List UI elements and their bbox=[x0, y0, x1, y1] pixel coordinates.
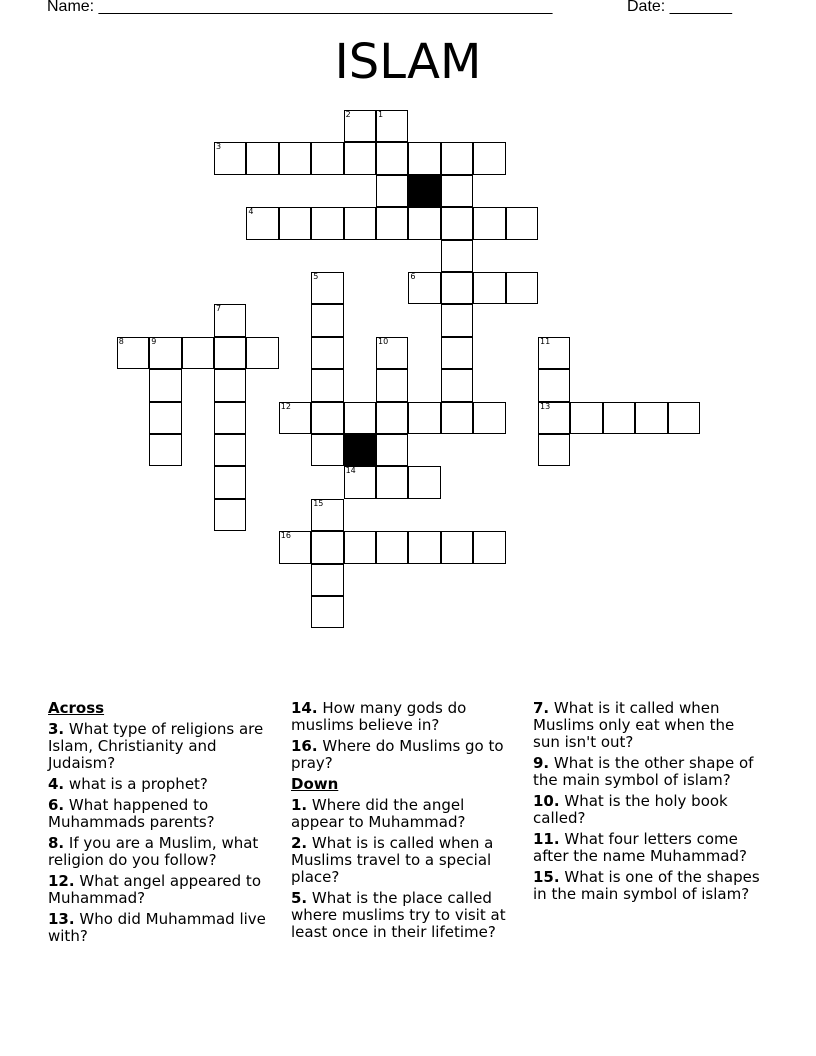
clue-number: 14. bbox=[291, 699, 318, 717]
grid-cell[interactable] bbox=[214, 434, 246, 466]
clue-number: 12. bbox=[48, 872, 75, 890]
cell-number: 14 bbox=[345, 466, 356, 476]
clue-down-15 bbox=[533, 869, 763, 903]
grid-cell[interactable] bbox=[376, 434, 408, 466]
clue-number: 13. bbox=[48, 910, 75, 928]
clue-down-11 bbox=[533, 831, 763, 865]
grid-cell[interactable] bbox=[473, 207, 505, 239]
grid-cell[interactable] bbox=[311, 564, 343, 596]
grid-cell[interactable] bbox=[279, 142, 311, 174]
clue-text: How many gods do muslims believe in? bbox=[291, 699, 467, 734]
across-heading: Across bbox=[48, 699, 105, 717]
grid-cell[interactable] bbox=[506, 207, 538, 239]
grid-cell[interactable] bbox=[246, 207, 278, 239]
grid-cell[interactable] bbox=[344, 142, 376, 174]
clue-across-4 bbox=[48, 776, 278, 793]
clue-across-13 bbox=[48, 911, 278, 945]
clue-number: 1. bbox=[291, 796, 308, 814]
clue-number: 8. bbox=[48, 834, 65, 852]
cell-number: 2 bbox=[345, 110, 351, 119]
grid-cell[interactable] bbox=[376, 142, 408, 174]
clues-column-2 bbox=[291, 700, 521, 945]
clue-text: What angel appeared to Muhammad? bbox=[48, 872, 261, 907]
grid-cell[interactable] bbox=[441, 369, 473, 401]
cell-number: 1 bbox=[378, 110, 384, 119]
clue-number: 4. bbox=[48, 775, 65, 793]
grid-cell[interactable] bbox=[376, 402, 408, 434]
grid-cell[interactable] bbox=[506, 272, 538, 304]
grid-cell[interactable] bbox=[149, 434, 181, 466]
clue-across-12 bbox=[48, 873, 278, 907]
grid-cell[interactable] bbox=[441, 531, 473, 563]
grid-cell[interactable] bbox=[214, 402, 246, 434]
grid-cell[interactable] bbox=[117, 337, 149, 369]
grid-cell[interactable] bbox=[182, 337, 214, 369]
clue-number: 11. bbox=[533, 830, 560, 848]
clue-number: 6. bbox=[48, 796, 65, 814]
grid-cell[interactable] bbox=[441, 142, 473, 174]
grid-cell[interactable] bbox=[538, 402, 570, 434]
grid-cell[interactable] bbox=[376, 110, 408, 142]
grid-cell[interactable] bbox=[408, 402, 440, 434]
clues-column-1 bbox=[48, 700, 278, 949]
grid-cell[interactable] bbox=[376, 207, 408, 239]
grid-cell[interactable] bbox=[408, 466, 440, 498]
clue-text: What is the place called where muslims try to visit at least once in their lifetime? bbox=[291, 889, 506, 941]
grid-cell[interactable] bbox=[311, 402, 343, 434]
grid-cell[interactable] bbox=[441, 337, 473, 369]
cell-number: 5 bbox=[313, 272, 319, 281]
clue-text: What four letters come after the name Muhammad? bbox=[533, 830, 747, 865]
grid-cell[interactable] bbox=[246, 337, 278, 369]
cell-number: 7 bbox=[216, 304, 222, 314]
grid-cell[interactable] bbox=[538, 369, 570, 401]
grid-cell[interactable] bbox=[311, 596, 343, 628]
grid-cell[interactable] bbox=[344, 207, 376, 239]
grid-cell[interactable] bbox=[538, 434, 570, 466]
grid-cell[interactable] bbox=[311, 369, 343, 401]
grid-cell[interactable] bbox=[311, 531, 343, 563]
down-heading: Down bbox=[291, 775, 339, 793]
grid-cell[interactable] bbox=[311, 499, 343, 531]
cell-number: 4 bbox=[248, 207, 254, 217]
date-field[interactable]: Date: _______ bbox=[627, 0, 732, 15]
grid-cell[interactable] bbox=[214, 369, 246, 401]
clue-text: What type of religions are Islam, Christianity and Judaism? bbox=[48, 720, 264, 772]
grid-cell[interactable] bbox=[149, 402, 181, 434]
grid-cell[interactable] bbox=[635, 402, 667, 434]
grid-cell[interactable] bbox=[441, 402, 473, 434]
clue-number: 10. bbox=[533, 792, 560, 810]
grid-cell[interactable] bbox=[376, 369, 408, 401]
clue-text: What is one of the shapes in the main symbol of islam? bbox=[533, 868, 760, 903]
clue-number: 5. bbox=[291, 889, 308, 907]
clues-column-3 bbox=[533, 700, 763, 907]
grid-cell[interactable] bbox=[441, 304, 473, 336]
clue-text: what is a prophet? bbox=[68, 775, 208, 793]
grid-cell[interactable] bbox=[311, 207, 343, 239]
grid-cell[interactable] bbox=[473, 272, 505, 304]
grid-cell[interactable] bbox=[311, 142, 343, 174]
clue-across-16 bbox=[291, 738, 521, 772]
cell-number: 8 bbox=[118, 336, 124, 346]
grid-cell[interactable] bbox=[279, 402, 311, 434]
grid-cell[interactable] bbox=[408, 272, 440, 304]
clue-text: What happened to Muhammads parents? bbox=[48, 796, 215, 831]
name-field[interactable]: Name: ___________________________________________________ bbox=[47, 0, 553, 15]
grid-cell[interactable] bbox=[376, 466, 408, 498]
cell-number: 12 bbox=[280, 401, 291, 411]
grid-cell[interactable] bbox=[473, 402, 505, 434]
grid-cell[interactable] bbox=[376, 175, 408, 207]
grid-cell[interactable] bbox=[668, 402, 700, 434]
grid-cell[interactable] bbox=[214, 142, 246, 174]
grid-cell[interactable] bbox=[441, 240, 473, 272]
grid-cell[interactable] bbox=[279, 207, 311, 239]
clue-down-1 bbox=[291, 797, 521, 831]
cell-number: 16 bbox=[280, 531, 291, 541]
cell-number: 6 bbox=[410, 272, 416, 281]
clue-text: What is the holy book called? bbox=[533, 792, 728, 827]
clue-text: What is the other shape of the main symbol of islam? bbox=[533, 754, 754, 789]
cell-number: 11 bbox=[540, 336, 551, 346]
clue-across-3 bbox=[48, 721, 278, 772]
clue-number: 2. bbox=[291, 834, 308, 852]
clue-down-10 bbox=[533, 793, 763, 827]
clue-down-7 bbox=[533, 700, 763, 751]
grid-cell[interactable] bbox=[344, 402, 376, 434]
grid-cell[interactable] bbox=[311, 304, 343, 336]
grid-cell[interactable] bbox=[344, 466, 376, 498]
clue-text: What is it called when Muslims only eat when the sun isn't out? bbox=[533, 699, 735, 751]
clue-across-14 bbox=[291, 700, 521, 734]
cell-number: 10 bbox=[378, 336, 389, 346]
grid-cell[interactable] bbox=[344, 531, 376, 563]
grid-cell[interactable] bbox=[408, 207, 440, 239]
grid-cell[interactable] bbox=[311, 337, 343, 369]
grid-block bbox=[408, 175, 440, 207]
clue-number: 9. bbox=[533, 754, 550, 772]
grid-cell[interactable] bbox=[149, 337, 181, 369]
grid-cell[interactable] bbox=[408, 142, 440, 174]
clue-across-6 bbox=[48, 797, 278, 831]
grid-cell[interactable] bbox=[473, 531, 505, 563]
clue-text: Where did the angel appear to Muhammad? bbox=[291, 796, 466, 831]
clue-number: 15. bbox=[533, 868, 560, 886]
cell-number: 13 bbox=[540, 401, 551, 411]
grid-cell[interactable] bbox=[376, 337, 408, 369]
grid-cell[interactable] bbox=[214, 304, 246, 336]
grid-block bbox=[344, 434, 376, 466]
grid-cell[interactable] bbox=[311, 272, 343, 304]
grid-cell[interactable] bbox=[149, 369, 181, 401]
clue-text: Who did Muhammad live with? bbox=[48, 910, 266, 945]
grid-cell[interactable] bbox=[441, 272, 473, 304]
clue-text: Where do Muslims go to pray? bbox=[291, 737, 504, 772]
grid-cell[interactable] bbox=[344, 110, 376, 142]
grid-cell[interactable] bbox=[214, 337, 246, 369]
clue-down-9 bbox=[533, 755, 763, 789]
grid-cell[interactable] bbox=[441, 175, 473, 207]
grid-cell[interactable] bbox=[570, 402, 602, 434]
clue-text: What is is called when a Muslims travel to a special place? bbox=[291, 834, 494, 886]
clue-down-5 bbox=[291, 890, 521, 941]
grid-cell[interactable] bbox=[441, 207, 473, 239]
clue-number: 7. bbox=[533, 699, 550, 717]
grid-cell[interactable] bbox=[376, 531, 408, 563]
clue-number: 16. bbox=[291, 737, 318, 755]
clue-across-8 bbox=[48, 835, 278, 869]
grid-cell[interactable] bbox=[603, 402, 635, 434]
grid-cell[interactable] bbox=[538, 337, 570, 369]
grid-cell[interactable] bbox=[214, 466, 246, 498]
cell-number: 15 bbox=[313, 498, 324, 508]
clue-down-2 bbox=[291, 835, 521, 886]
clue-text: If you are a Muslim, what religion do you follow? bbox=[48, 834, 259, 869]
grid-cell[interactable] bbox=[408, 531, 440, 563]
cell-number: 9 bbox=[151, 336, 157, 346]
grid-cell[interactable] bbox=[311, 434, 343, 466]
clue-number: 3. bbox=[48, 720, 65, 738]
page-title: ISLAM bbox=[334, 34, 482, 90]
grid-cell[interactable] bbox=[279, 531, 311, 563]
grid-cell[interactable] bbox=[246, 142, 278, 174]
grid-cell[interactable] bbox=[214, 499, 246, 531]
cell-number: 3 bbox=[216, 142, 222, 152]
grid-cell[interactable] bbox=[473, 142, 505, 174]
